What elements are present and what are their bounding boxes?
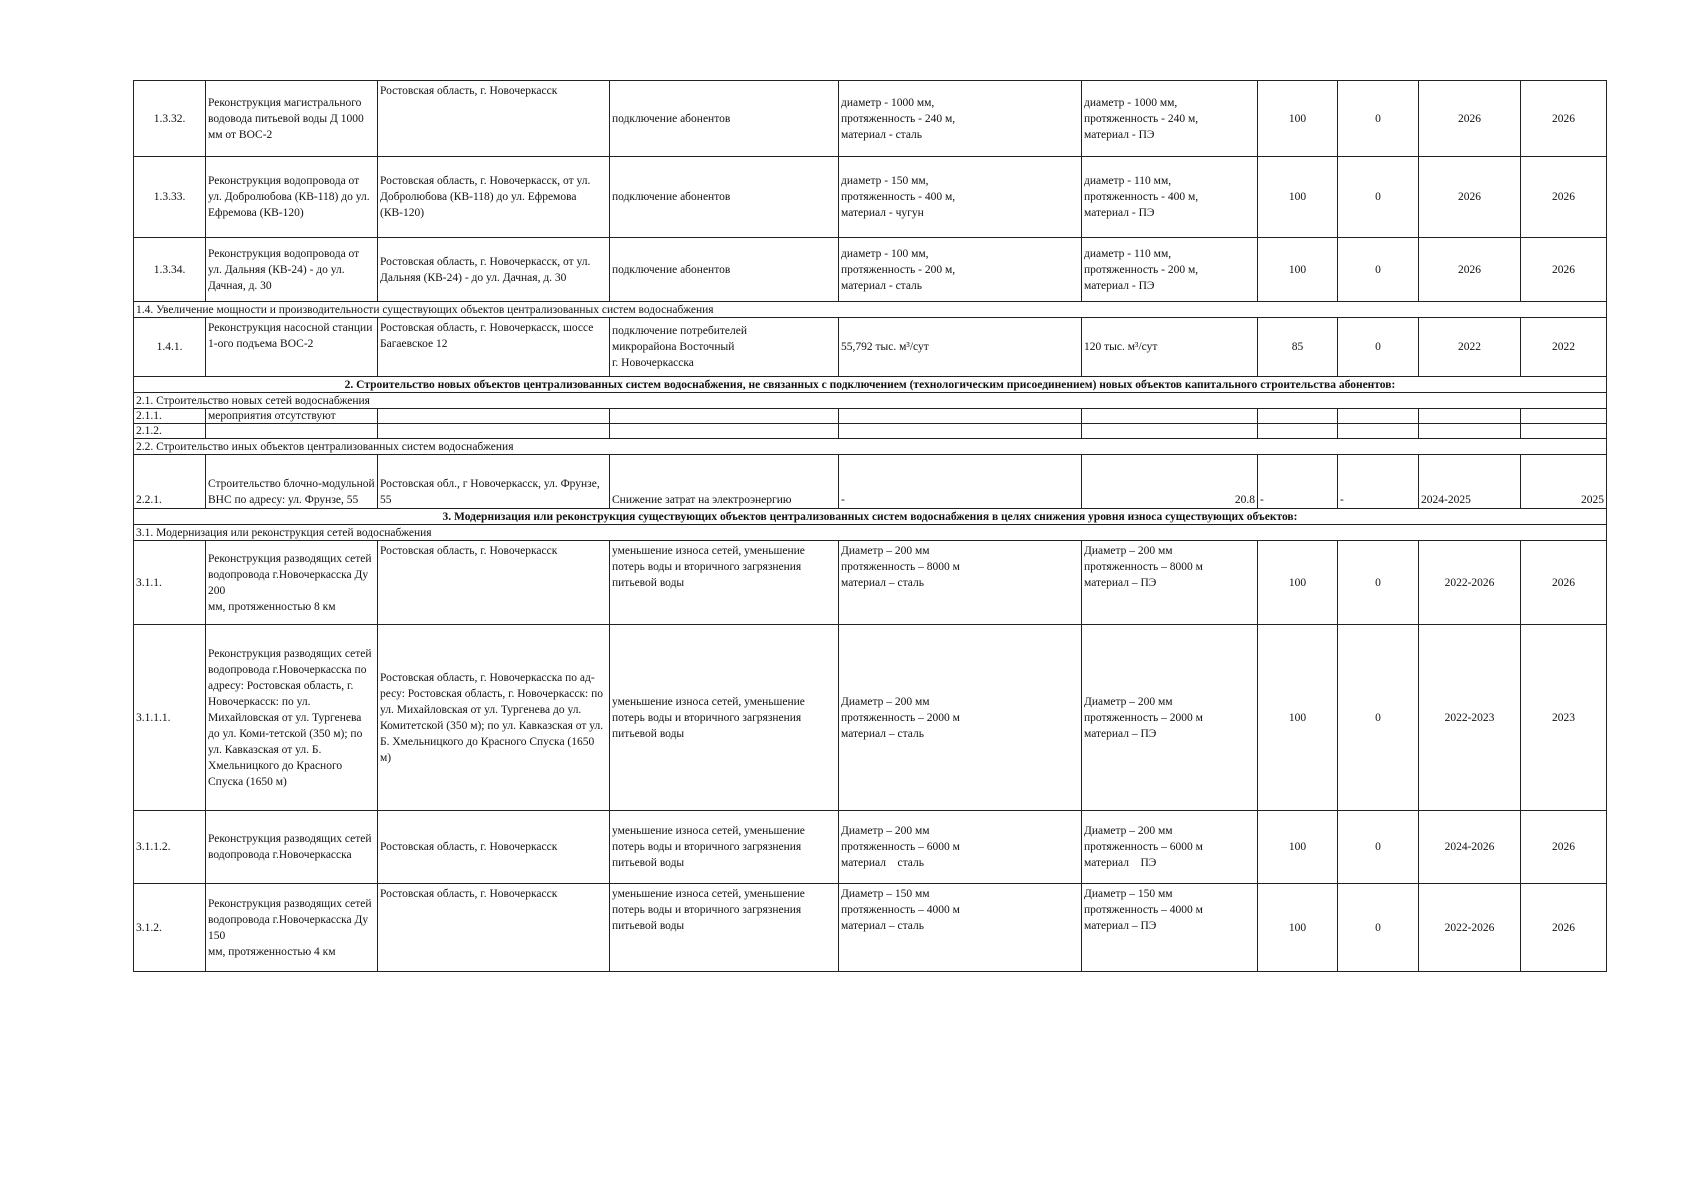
row-name: Реконструкция разводящих сетей водопровода г.Новочеркасска по адресу: Ростовская область, г. Новочеркасск: по ул. Михайловская от ул. Тургенева до ул. Коми-тетской (350 м); по ул. Кавказская от ул. Б. Хмельницкого до Красного Спуска (1650 м) xyxy=(206,625,378,811)
section-row xyxy=(134,525,1607,541)
row-location: Ростовская область, г. Новочеркасск, от ул. Дальняя (КВ-24) - до ул. Дачная, д. 30 xyxy=(378,238,610,302)
row-name: Реконструкция насосной станции 1-ого подъема ВОС-2 xyxy=(206,318,378,377)
table-row xyxy=(134,625,1607,811)
row-location: Ростовская область, г. Новочеркасск, шоссе Багаевское 12 xyxy=(378,318,610,377)
row-value-1: 100 xyxy=(1258,238,1338,302)
row-start-year: 2024-2025 xyxy=(1419,455,1521,509)
row-code: 3.1.2. xyxy=(134,884,206,972)
row-value-2: 0 xyxy=(1338,541,1419,625)
row-value-1: 100 xyxy=(1258,81,1338,157)
row-purpose: уменьшение износа сетей, уменьшение потерь воды и вторичного загрязнения питьевой воды xyxy=(610,884,839,972)
row-purpose: подключение потребителей микрорайона Восточный г. Новочеркасска xyxy=(610,318,839,377)
table-row xyxy=(134,81,1607,157)
table-row xyxy=(134,409,1607,424)
row-name: Реконструкция водопровода от ул. Дальняя (КВ-24) - до ул. Дачная, д. 30 xyxy=(206,238,378,302)
row-after: диаметр - 110 мм, протяженность - 200 м, материал - ПЭ xyxy=(1082,238,1258,302)
row-after: 20.8 xyxy=(1082,455,1258,509)
row-purpose: уменьшение износа сетей, уменьшение потерь воды и вторичного загрязнения питьевой воды xyxy=(610,811,839,884)
row-value-2: 0 xyxy=(1338,157,1419,238)
row-code: 3.1.1.1. xyxy=(134,625,206,811)
row-value-1: 100 xyxy=(1258,541,1338,625)
row-value-2: - xyxy=(1338,455,1419,509)
row-code: 2.1.1. xyxy=(134,409,206,424)
row-value-2: 0 xyxy=(1338,884,1419,972)
row-code: 2.1.2. xyxy=(134,424,206,439)
row-purpose: Снижение затрат на электроэнергию xyxy=(610,455,839,509)
row-before: Диаметр – 200 мм протяженность – 6000 м материал сталь xyxy=(839,811,1082,884)
row-purpose: подключение абонентов xyxy=(610,157,839,238)
heading-row xyxy=(134,509,1607,525)
row-before: 55,792 тыс. м³/сут xyxy=(839,318,1082,377)
row-name: Реконструкция разводящих сетей водопровода г.Новочеркасска Ду 150 мм, протяженностью 4 км xyxy=(206,884,378,972)
section-title: 2.1. Строительство новых сетей водоснабжения xyxy=(134,393,1607,409)
row-end-year: 2026 xyxy=(1521,238,1607,302)
row-end-year: 2026 xyxy=(1521,541,1607,625)
section-row xyxy=(134,302,1607,318)
section-row xyxy=(134,393,1607,409)
row-purpose: подключение абонентов xyxy=(610,238,839,302)
row-value-2: 0 xyxy=(1338,318,1419,377)
row-before: - xyxy=(839,455,1082,509)
row-before: Диаметр – 200 мм протяженность – 8000 м материал – сталь xyxy=(839,541,1082,625)
measures-table xyxy=(133,80,1607,972)
table-row xyxy=(134,157,1607,238)
row-code: 1.3.33. xyxy=(134,157,206,238)
row-purpose: уменьшение износа сетей, уменьшение потерь воды и вторичного загрязнения питьевой воды xyxy=(610,541,839,625)
row-end-year: 2026 xyxy=(1521,157,1607,238)
section-heading: 3. Модернизация или реконструкция существующих объектов централизованных систем водоснабжения в целях снижения уровня износа существующих объектов: xyxy=(134,509,1607,525)
row-start-year: 2022-2026 xyxy=(1419,541,1521,625)
heading-row xyxy=(134,377,1607,393)
row-code: 2.2.1. xyxy=(134,455,206,509)
row-after: диаметр - 1000 мм, протяженность - 240 м, материал - ПЭ xyxy=(1082,81,1258,157)
row-end-year: 2026 xyxy=(1521,811,1607,884)
row-purpose: уменьшение износа сетей, уменьшение потерь воды и вторичного загрязнения питьевой воды xyxy=(610,625,839,811)
row-after: диаметр - 110 мм, протяженность - 400 м, материал - ПЭ xyxy=(1082,157,1258,238)
row-value-2: 0 xyxy=(1338,625,1419,811)
section-title: 3.1. Модернизация или реконструкция сетей водоснабжения xyxy=(134,525,1607,541)
row-after: 120 тыс. м³/сут xyxy=(1082,318,1258,377)
row-location: Ростовская область, г. Новочеркасска по ад-ресу: Ростовская область, г. Новочеркасск: по ул. Михайловская от ул. Тургенева до ул. Комитетской (350 м); по ул. Кавказская от ул. Б. Хмельницкого до Красного Спуска (1650 м) xyxy=(378,625,610,811)
row-value-1: 100 xyxy=(1258,811,1338,884)
row-start-year: 2026 xyxy=(1419,81,1521,157)
row-location: Ростовская область, г. Новочеркасск xyxy=(378,884,610,972)
row-before: диаметр - 150 мм, протяженность - 400 м, материал - чугун xyxy=(839,157,1082,238)
row-start-year: 2026 xyxy=(1419,238,1521,302)
row-value-2: 0 xyxy=(1338,81,1419,157)
section-row xyxy=(134,439,1607,455)
row-before: Диаметр – 150 мм протяженность – 4000 м материал – сталь xyxy=(839,884,1082,972)
row-value-1: 100 xyxy=(1258,157,1338,238)
row-name xyxy=(206,424,378,439)
row-code: 3.1.1.2. xyxy=(134,811,206,884)
row-end-year: 2026 xyxy=(1521,884,1607,972)
section-heading: 2. Строительство новых объектов централизованных систем водоснабжения, не связанных с подключением (технологическим присоединением) новых объектов капитального строительства абонентов: xyxy=(134,377,1607,393)
row-end-year: 2023 xyxy=(1521,625,1607,811)
row-name: Реконструкция разводящих сетей водопровода г.Новочеркасска xyxy=(206,811,378,884)
table-row xyxy=(134,424,1607,439)
row-location: Ростовская область, г. Новочеркасск, от ул. Добролюбова (КВ-118) до ул. Ефремова (КВ-120) xyxy=(378,157,610,238)
row-end-year: 2022 xyxy=(1521,318,1607,377)
row-location: Ростовская обл., г Новочеркасск, ул. Фрунзе, 55 xyxy=(378,455,610,509)
row-code: 3.1.1. xyxy=(134,541,206,625)
row-after: Диаметр – 150 мм протяженность – 4000 м материал – ПЭ xyxy=(1082,884,1258,972)
row-after: Диаметр – 200 мм протяженность – 2000 м материал – ПЭ xyxy=(1082,625,1258,811)
row-start-year: 2022-2026 xyxy=(1419,884,1521,972)
row-value-1: - xyxy=(1258,455,1338,509)
row-location: Ростовская область, г. Новочеркасск xyxy=(378,81,610,157)
row-value-2: 0 xyxy=(1338,238,1419,302)
row-before: диаметр - 1000 мм, протяженность - 240 м, материал - сталь xyxy=(839,81,1082,157)
table-row xyxy=(134,238,1607,302)
row-value-1: 100 xyxy=(1258,884,1338,972)
table-row xyxy=(134,541,1607,625)
table-row xyxy=(134,811,1607,884)
row-code: 1.3.32. xyxy=(134,81,206,157)
table-row xyxy=(134,455,1607,509)
table-row xyxy=(134,318,1607,377)
row-name: Реконструкция разводящих сетей водопровода г.Новочеркасска Ду 200 мм, протяженностью 8 км xyxy=(206,541,378,625)
row-name: Реконструкция водопровода от ул. Добролюбова (КВ-118) до ул. Ефремова (КВ-120) xyxy=(206,157,378,238)
row-end-year: 2025 xyxy=(1521,455,1607,509)
row-value-1: 100 xyxy=(1258,625,1338,811)
row-start-year: 2022-2023 xyxy=(1419,625,1521,811)
row-name: Строительство блочно-модульной ВНС по адресу: ул. Фрунзе, 55 xyxy=(206,455,378,509)
row-start-year: 2026 xyxy=(1419,157,1521,238)
row-after: Диаметр – 200 мм протяженность – 6000 м материал ПЭ xyxy=(1082,811,1258,884)
row-after: Диаметр – 200 мм протяженность – 8000 м материал – ПЭ xyxy=(1082,541,1258,625)
row-location: Ростовская область, г. Новочеркасск xyxy=(378,811,610,884)
row-before: Диаметр – 200 мм протяженность – 2000 м материал – сталь xyxy=(839,625,1082,811)
section-title: 1.4. Увеличение мощности и производительности существующих объектов централизованных систем водоснабжения xyxy=(134,302,1607,318)
row-value-1: 85 xyxy=(1258,318,1338,377)
row-purpose: подключение абонентов xyxy=(610,81,839,157)
row-end-year: 2026 xyxy=(1521,81,1607,157)
table-row xyxy=(134,884,1607,972)
row-name: мероприятия отсутствуют xyxy=(206,409,378,424)
row-name: Реконструкция магистрального водовода питьевой воды Д 1000 мм от ВОС-2 xyxy=(206,81,378,157)
row-code: 1.3.34. xyxy=(134,238,206,302)
row-code: 1.4.1. xyxy=(134,318,206,377)
row-before: диаметр - 100 мм, протяженность - 200 м, материал - сталь xyxy=(839,238,1082,302)
section-title: 2.2. Строительство иных объектов централизованных систем водоснабжения xyxy=(134,439,1607,455)
row-start-year: 2024-2026 xyxy=(1419,811,1521,884)
row-location: Ростовская область, г. Новочеркасск xyxy=(378,541,610,625)
row-start-year: 2022 xyxy=(1419,318,1521,377)
row-value-2: 0 xyxy=(1338,811,1419,884)
